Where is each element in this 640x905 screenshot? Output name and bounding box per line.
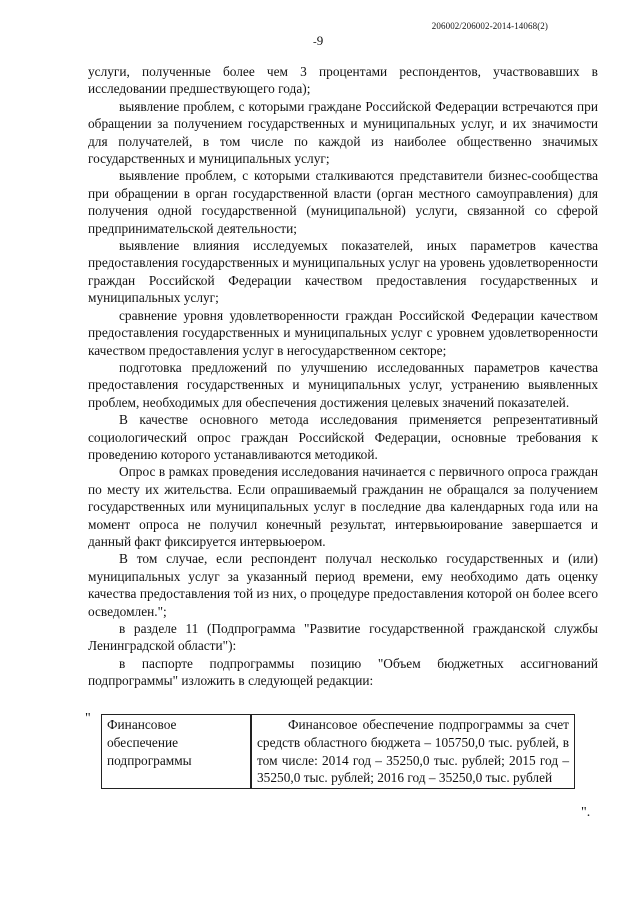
document-id: 206002/206002-2014-14068(2) (431, 21, 548, 31)
table-cell-label: Финансовое обеспечение подпрограммы (102, 715, 252, 789)
amendment-table (101, 714, 575, 789)
paragraph: подготовка предложений по улучшению исследованных параметров качества предоставления государственных и муниципальных услуг, устранению выявленных проблем, необходимых для обеспечения достижения целевых значений показателей. (88, 359, 598, 410)
paragraph: услуги, полученные более чем 3 процентами респондентов, участвовавших в исследовании предшествующего года); (88, 64, 598, 97)
page-number-value: 9 (316, 33, 324, 48)
paragraph: В качестве основного метода исследования применяется репрезентативный социологический опрос граждан Российской Федерации, основные требования к проведению которого устанавливаются методикой. (88, 412, 598, 462)
paragraph: выявление проблем, с которыми сталкиваются представители бизнес-сообщества при обращении в орган государственной власти (орган местного самоуправления) для получения одной государственной (муниципальной) услуги, связанной со сферой предпринимательской деятельности; (88, 168, 598, 236)
table-row (102, 715, 575, 789)
page-number (0, 33, 640, 49)
paragraph: в разделе 11 (Подпрограмма "Развитие государственной гражданской службы Ленинградской области"): (88, 621, 598, 654)
closing-quote: ". (581, 805, 591, 820)
opening-quote: " (85, 711, 91, 726)
document-body (88, 63, 598, 690)
page-number-dash: - (313, 36, 317, 48)
paragraph: сравнение уровня удовлетворенности граждан Российской Федерации качеством предоставления государственных и муниципальных услуг с уровнем удовлетворенности качеством предоставления услуг в негосударственном секторе; (88, 307, 598, 358)
paragraph: выявление проблем, с которыми граждане Российской Федерации встречаются при обращении за получением государственных и муниципальных услуг, и их значимости для получателей, в том числе по каждой из наиболее общественно значимых государственных и муниципальных услуг; (88, 98, 598, 167)
paragraph: выявление влияния исследуемых показателей, иных параметров качества предоставления государственных и муниципальных услуг на уровень удовлетворенности граждан Российской Федерации качеством предоставления государственных и муниципальных услуг; (88, 238, 598, 306)
paragraph: Опрос в рамках проведения исследования начинается с первичного опроса граждан по месту их жительства. Если опрашиваемый гражданин не обращался за получением государственных или муниципальных услуг в последние два календарных года или на момент опроса не получил конечный результат, интервьюирование завершается и данный факт фиксируется интервьюером. (88, 464, 598, 549)
paragraph: в паспорте подпрограммы позицию "Объем бюджетных ассигнований подпрограммы" изложить в следующей редакции: (88, 655, 598, 689)
paragraph: В том случае, если респондент получал несколько государственных и (или) муниципальных услуг за указанный период времени, ему необходимо дать оценку качества предоставления той из них, о процедуре предоставления которой он более всего осведомлен."; (88, 551, 598, 619)
table-cell-value: Финансовое обеспечение подпрограммы за счет средств областного бюджета – 105750,0 тыс. рублей, в том числе: 2014 год – 35250,0 тыс. рублей; 2015 год – 35250,0 тыс. рублей; 2016 год – 35250,0 тыс. рублей (251, 715, 575, 789)
